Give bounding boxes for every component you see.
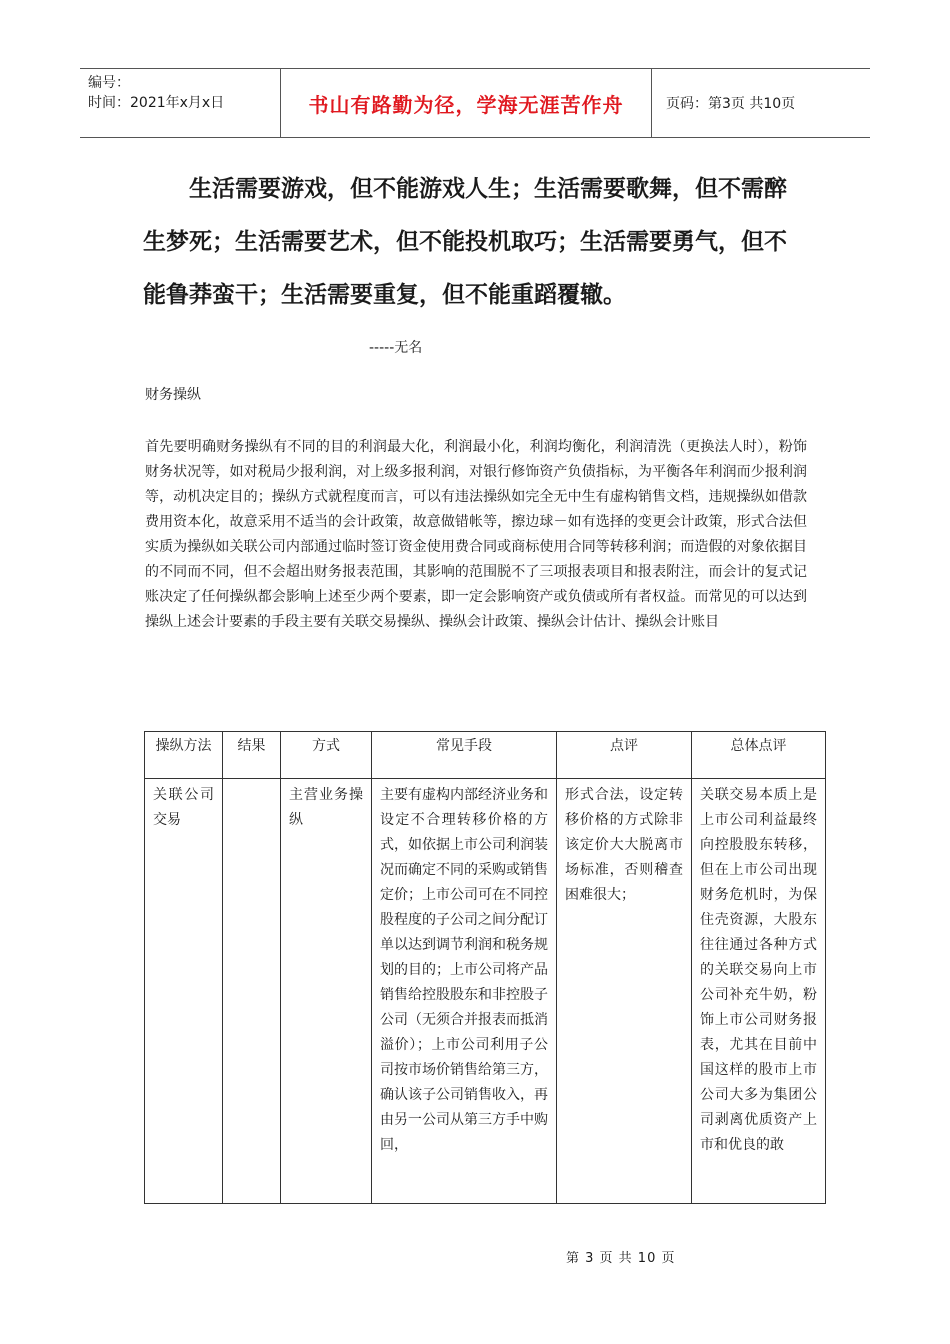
- header-meta: [80, 69, 281, 137]
- section-title: 财务操纵: [145, 387, 201, 403]
- header-means: 常见手段: [372, 732, 557, 779]
- document-number: 编号：: [88, 75, 130, 91]
- table-row: [145, 779, 826, 1204]
- body-paragraph: 首先要明确财务操纵有不同的目的利润最大化，利润最小化，利润均衡化，利润清洗（更换法人时），粉饰财务状况等，如对税局少报利润，对上级多报利润，对银行修饰资产负债指标，为平衡各年利润而少报利润等，动机决定目的；操纵方式就程度而言，可以有违法操纵如完全无中生有虚构销售文档，违规操纵如借款费用资本化，故意采用不适当的会计政策，故意做错帐等，擦边球－如有选择的变更会计政策，形式合法但实质为操纵如关联公司内部通过临时签订资金使用费合同或商标使用合同等转移利润；而造假的对象依据目的不同而不同，但不会超出财务报表范围，其影响的范围脱不了三项报表项目和报表附注，而会计的复式记账决定了任何操纵都会影响上述至少两个要素，即一定会影响资产或负债或所有者权益。而常见的可以达到操纵上述会计要素的手段主要有关联交易操纵、操纵会计政策、操纵会计估计、操纵会计账目: [145, 439, 807, 630]
- header-motto: 书山有路勤为径，学海无涯苦作舟: [281, 69, 652, 137]
- quote-author: -----无名: [369, 340, 423, 356]
- page-header: [80, 68, 870, 138]
- cell-result: [223, 779, 281, 1204]
- cell-comment: 形式合法，设定转移价格的方式除非该定价大大脱离市场标准，否则稽查困难很大；: [557, 779, 692, 1204]
- header-method: 操纵方法: [145, 732, 223, 779]
- cell-mode: 主营业务操纵: [281, 779, 372, 1204]
- header-comment: 点评: [557, 732, 692, 779]
- cell-means: 主要有虚构内部经济业务和设定不合理转移价格的方式，如依据上市公司利润装况而确定不同的采购或销售定价；上市公司可在不同控股程度的子公司之间分配订单以达到调节利润和税务规划的目的；上市公司将产品销售给控股股东和非控股子公司（无须合并报表而抵消溢价）；上市公司利用子公司按市场价销售给第三方，确认该子公司销售收入，再由另一公司从第三方手中购回，: [372, 779, 557, 1204]
- cell-method: 关联公司交易: [145, 779, 223, 1204]
- header-overall: 总体点评: [692, 732, 826, 779]
- document-date: 时间：2021年x月x日: [88, 95, 225, 111]
- table-header-row: [145, 732, 826, 779]
- header-mode: 方式: [281, 732, 372, 779]
- cell-overall: 关联交易本质上是上市公司利益最终向控股股东转移，但在上市公司出现财务危机时，为保住壳资源，大股东往往通过各种方式的关联交易向上市公司补充牛奶，粉饰上市公司财务报表，尤其在目前中国这样的股市上市公司大多为集团公司剥离优质资产上市和优良的敢: [692, 779, 826, 1204]
- page-footer: 第 3 页 共 10 页: [566, 1251, 676, 1266]
- manipulation-table: [144, 731, 826, 1204]
- quote-text: 生活需要游戏，但不能游戏人生；生活需要歌舞，但不需醉生梦死；生活需要艺术，但不能投机取巧；生活需要勇气，但不能鲁莽蛮干；生活需要重复，但不能重蹈覆辙。: [143, 176, 787, 308]
- header-page-info: 页码：第3页 共10页: [666, 96, 796, 112]
- header-result: 结果: [223, 732, 281, 779]
